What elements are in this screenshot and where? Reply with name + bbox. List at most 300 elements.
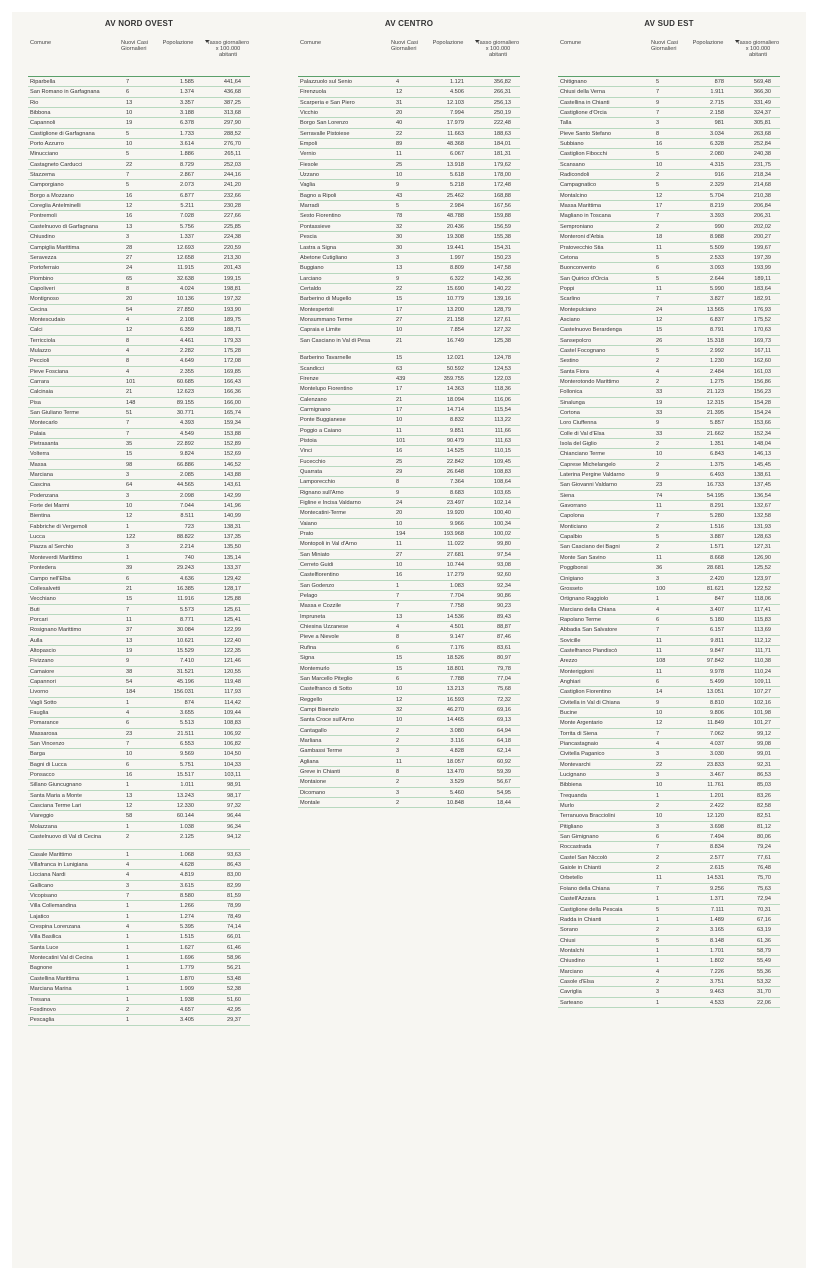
cell-new-cases: 4 bbox=[656, 968, 660, 975]
table-row bbox=[558, 698, 780, 708]
table-row bbox=[298, 653, 520, 663]
cell-new-cases: 4 bbox=[396, 79, 400, 85]
cell-comune: Buggiano bbox=[300, 265, 324, 272]
cell-comune: Grosseto bbox=[560, 585, 583, 592]
sort-desc-icon[interactable] bbox=[475, 40, 479, 43]
table-row bbox=[28, 729, 250, 739]
cell-new-cases: 1 bbox=[656, 896, 660, 903]
cell-new-cases: 6 bbox=[656, 616, 660, 623]
cell-population: 8.148 bbox=[710, 937, 724, 944]
cell-new-cases: 21 bbox=[396, 396, 403, 403]
cell-comune: Castell'Azzara bbox=[560, 896, 596, 903]
cell-new-cases: 24 bbox=[396, 500, 403, 506]
cell-comune: Montemurlo bbox=[300, 665, 330, 672]
cell-new-cases: 3 bbox=[656, 575, 660, 582]
cell-new-cases: 6 bbox=[396, 675, 400, 682]
cell-population: 878 bbox=[714, 79, 724, 85]
cell-rate: 104,33 bbox=[223, 761, 241, 768]
cell-new-cases: 1 bbox=[126, 782, 130, 789]
cell-new-cases: 39 bbox=[126, 565, 133, 572]
cell-new-cases: 30 bbox=[396, 234, 403, 241]
cell-new-cases: 9 bbox=[126, 658, 130, 665]
cell-rate: 115,83 bbox=[754, 616, 771, 623]
cell-rate: 52,38 bbox=[227, 986, 241, 993]
cell-rate: 188,71 bbox=[223, 327, 241, 334]
cell-population: 1.886 bbox=[180, 151, 194, 158]
cell-population: 13.918 bbox=[446, 161, 464, 168]
cell-comune: Monteriggioni bbox=[560, 668, 594, 675]
cell-rate: 232,66 bbox=[223, 192, 241, 199]
cell-comune: Buti bbox=[30, 606, 40, 613]
cell-comune: Capannori bbox=[30, 678, 56, 685]
cell-new-cases: 21 bbox=[126, 389, 133, 396]
header-rate[interactable]: Tasso giornaliero x 100.000 abitanti bbox=[206, 40, 250, 59]
table-row bbox=[28, 791, 250, 801]
cell-population: 7.044 bbox=[180, 503, 194, 510]
table-row bbox=[28, 336, 250, 346]
table-row bbox=[298, 222, 520, 232]
cell-rate: 125,38 bbox=[493, 337, 511, 344]
cell-population: 19.920 bbox=[446, 510, 464, 517]
cell-comune: Podenzana bbox=[30, 492, 59, 499]
cell-comune: Capoliveri bbox=[30, 285, 55, 292]
table-row bbox=[298, 539, 520, 549]
cell-rate: 58,96 bbox=[227, 955, 241, 962]
cell-rate: 99,08 bbox=[757, 741, 771, 747]
cell-comune: Molazzana bbox=[30, 823, 58, 830]
cell-comune: Sorano bbox=[560, 927, 579, 934]
cell-rate: 118,06 bbox=[754, 596, 771, 603]
table-row bbox=[28, 646, 250, 656]
cell-rate: 101,98 bbox=[753, 709, 771, 716]
cell-new-cases: 8 bbox=[656, 130, 660, 137]
cell-comune: Montecatini Val di Cecina bbox=[30, 955, 93, 962]
cell-comune: Licciana Nardi bbox=[30, 872, 66, 879]
cell-rate: 60,92 bbox=[497, 758, 511, 765]
cell-comune: Anghiari bbox=[560, 678, 581, 685]
cell-new-cases: 11 bbox=[656, 637, 662, 644]
table-row bbox=[28, 922, 250, 932]
cell-comune: Castiglion Fiorentino bbox=[560, 689, 611, 696]
cell-new-cases: 1 bbox=[656, 596, 660, 603]
cell-population: 8.771 bbox=[180, 616, 194, 623]
cell-population: 2.329 bbox=[710, 182, 724, 189]
cell-comune: Castelnuovo Berardenga bbox=[560, 327, 622, 334]
cell-new-cases: 11 bbox=[656, 554, 662, 561]
cell-rate: 189,11 bbox=[754, 275, 771, 282]
cell-comune: San Marcello Piteglio bbox=[300, 675, 353, 682]
table-row bbox=[28, 77, 250, 87]
table-row bbox=[28, 574, 250, 584]
cell-new-cases: 2 bbox=[656, 461, 660, 468]
table-row bbox=[298, 632, 520, 642]
cell-rate: 122,99 bbox=[223, 627, 241, 634]
cell-population: 1.909 bbox=[180, 986, 194, 993]
cell-rate: 99,12 bbox=[757, 730, 771, 737]
cell-comune: Monterotondo Marittimo bbox=[560, 378, 620, 385]
table-row bbox=[298, 284, 520, 294]
table-row bbox=[28, 243, 250, 253]
cell-rate: 100,40 bbox=[493, 510, 511, 517]
cell-comune: Aulla bbox=[30, 637, 43, 644]
cell-population: 8.668 bbox=[710, 554, 724, 561]
table-row bbox=[298, 325, 520, 335]
cell-new-cases: 3 bbox=[396, 254, 400, 261]
cell-population: 2.355 bbox=[180, 368, 194, 375]
cell-new-cases: 7 bbox=[656, 89, 660, 96]
table-row bbox=[558, 263, 780, 273]
cell-comune: Lastra a Signa bbox=[300, 244, 337, 251]
cell-population: 5.513 bbox=[180, 720, 194, 727]
cell-new-cases: 5 bbox=[656, 534, 660, 541]
cell-comune: Casole d'Elsa bbox=[560, 978, 595, 985]
cell-population: 21.662 bbox=[706, 430, 724, 437]
cell-new-cases: 22 bbox=[126, 161, 133, 168]
cell-new-cases: 2 bbox=[396, 737, 400, 744]
cell-new-cases: 89 bbox=[396, 141, 403, 148]
cell-population: 29.243 bbox=[176, 565, 194, 572]
cell-new-cases: 11 bbox=[396, 758, 402, 765]
table-row bbox=[558, 180, 780, 190]
table-row bbox=[558, 822, 780, 832]
sort-desc-icon[interactable] bbox=[205, 40, 209, 43]
cell-comune: Monsummano Terme bbox=[300, 316, 353, 323]
table-row bbox=[558, 294, 780, 304]
table-row bbox=[298, 674, 520, 684]
cell-population: 4.819 bbox=[180, 872, 194, 879]
sort-desc-icon[interactable] bbox=[735, 40, 739, 43]
table-row bbox=[298, 211, 520, 221]
cell-rate: 241,20 bbox=[223, 182, 241, 189]
cell-population: 6.493 bbox=[710, 472, 724, 479]
cell-population: 60.144 bbox=[176, 813, 194, 820]
cell-rate: 111,66 bbox=[494, 427, 511, 434]
cell-new-cases: 1 bbox=[656, 792, 660, 799]
cell-new-cases: 10 bbox=[396, 562, 403, 569]
cell-comune: Tresana bbox=[30, 996, 51, 1003]
cell-population: 1.274 bbox=[180, 913, 194, 920]
cell-comune: Loro Ciuffenna bbox=[560, 420, 597, 427]
cell-new-cases: 5 bbox=[656, 906, 660, 913]
cell-new-cases: 4 bbox=[126, 709, 130, 716]
cell-rate: 78,49 bbox=[227, 913, 241, 920]
cell-rate: 170,63 bbox=[753, 327, 771, 334]
cell-rate: 121,46 bbox=[223, 658, 241, 665]
table-row bbox=[28, 346, 250, 356]
cell-rate: 175,28 bbox=[223, 347, 241, 354]
cell-new-cases: 9 bbox=[656, 699, 660, 706]
cell-comune: Lamporecchio bbox=[300, 479, 336, 486]
cell-rate: 146,52 bbox=[223, 461, 241, 468]
cell-population: 66.886 bbox=[176, 461, 194, 468]
column-title: AV CENTRO bbox=[384, 19, 434, 28]
cell-rate: 115,54 bbox=[494, 406, 511, 413]
cell-new-cases: 2 bbox=[656, 803, 660, 810]
cell-population: 60.685 bbox=[176, 378, 194, 385]
cell-new-cases: 2 bbox=[656, 978, 660, 985]
cell-population: 12.315 bbox=[706, 399, 724, 406]
cell-new-cases: 17 bbox=[396, 386, 403, 393]
cell-population: 9.824 bbox=[180, 451, 194, 458]
cell-comune: Casciana Terme Lari bbox=[30, 803, 82, 810]
cell-new-cases: 7 bbox=[656, 513, 660, 520]
table-row bbox=[558, 770, 780, 780]
table-row bbox=[558, 863, 780, 873]
cell-new-cases: 7 bbox=[656, 627, 660, 634]
cell-new-cases: 16 bbox=[656, 141, 663, 148]
cell-population: 21.511 bbox=[177, 730, 194, 737]
table-row bbox=[28, 180, 250, 190]
cell-comune: Portoferraio bbox=[30, 265, 60, 272]
cell-comune: Pelago bbox=[300, 593, 318, 600]
cell-new-cases: 24 bbox=[126, 265, 133, 272]
cell-comune: Poppi bbox=[560, 285, 575, 292]
cell-population: 12.330 bbox=[176, 803, 194, 810]
table-row bbox=[558, 749, 780, 759]
table-row bbox=[28, 118, 250, 128]
cell-rate: 154,28 bbox=[753, 399, 771, 406]
table-row bbox=[28, 615, 250, 625]
cell-rate: 356,82 bbox=[493, 79, 511, 85]
cell-new-cases: 7 bbox=[126, 172, 130, 179]
table-row bbox=[558, 439, 780, 449]
table-row bbox=[558, 998, 780, 1008]
cell-comune: Sestino bbox=[560, 358, 579, 365]
cell-population: 15.690 bbox=[446, 285, 464, 292]
cell-population: 26.648 bbox=[446, 468, 464, 475]
cell-new-cases: 2 bbox=[126, 1006, 130, 1013]
cell-comune: Montevarchi bbox=[560, 761, 591, 768]
cell-population: 6.157 bbox=[710, 627, 724, 634]
cell-new-cases: 5 bbox=[656, 275, 660, 282]
cell-new-cases: 13 bbox=[126, 637, 133, 644]
cell-rate: 117,41 bbox=[754, 606, 771, 613]
table-row bbox=[28, 760, 250, 770]
table-row bbox=[28, 149, 250, 159]
cell-population: 7.788 bbox=[450, 675, 464, 682]
cell-rate: 114,42 bbox=[224, 699, 241, 706]
table-row bbox=[28, 501, 250, 511]
table-row bbox=[298, 777, 520, 787]
cell-rate: 100,34 bbox=[493, 520, 511, 527]
table-row bbox=[298, 622, 520, 632]
cell-new-cases: 7 bbox=[126, 430, 130, 437]
cell-population: 97.842 bbox=[706, 658, 724, 665]
table-row bbox=[558, 615, 780, 625]
table-row bbox=[558, 118, 780, 128]
cell-comune: Rio bbox=[30, 99, 39, 106]
cell-comune: Mulazzo bbox=[30, 347, 51, 354]
cell-population: 3.393 bbox=[710, 213, 724, 220]
table-row bbox=[28, 201, 250, 211]
cell-new-cases: 3 bbox=[126, 472, 130, 479]
cell-new-cases: 1 bbox=[396, 582, 400, 589]
cell-new-cases: 2 bbox=[656, 441, 660, 448]
cell-comune: Figline e Incisa Valdarno bbox=[300, 500, 361, 506]
cell-population: 916 bbox=[714, 172, 724, 179]
cell-rate: 155,38 bbox=[493, 234, 511, 241]
cell-population: 9.966 bbox=[450, 520, 464, 527]
table-row bbox=[558, 791, 780, 801]
cell-population: 11.915 bbox=[177, 265, 194, 272]
cell-comune: Monteverdi Marittimo bbox=[30, 554, 83, 561]
cell-population: 14.714 bbox=[446, 406, 464, 413]
cell-new-cases: 7 bbox=[656, 730, 660, 737]
cell-population: 16.749 bbox=[446, 337, 464, 344]
cell-new-cases: 5 bbox=[656, 182, 660, 189]
cell-new-cases: 13 bbox=[126, 792, 133, 799]
cell-rate: 77,04 bbox=[497, 675, 511, 682]
cell-rate: 193,90 bbox=[223, 306, 241, 313]
cell-new-cases: 2 bbox=[656, 523, 660, 530]
table-row bbox=[28, 211, 250, 221]
cell-population: 14.465 bbox=[446, 717, 464, 724]
cell-comune: Palaia bbox=[30, 430, 46, 437]
cell-population: 1.337 bbox=[180, 234, 194, 241]
cell-rate: 179,62 bbox=[493, 161, 511, 168]
cell-comune: Campo nell'Elba bbox=[30, 575, 71, 582]
cell-comune: Palazzuolo sul Senio bbox=[300, 79, 352, 85]
cell-comune: Pescia bbox=[300, 234, 317, 241]
table-row bbox=[298, 715, 520, 725]
table-row bbox=[558, 967, 780, 977]
cell-new-cases: 43 bbox=[396, 192, 403, 199]
table-row bbox=[558, 367, 780, 377]
cell-comune: Lajatico bbox=[30, 913, 50, 920]
cell-comune: Stazzema bbox=[30, 172, 55, 179]
cell-new-cases: 11 bbox=[656, 503, 662, 510]
table-row bbox=[558, 718, 780, 728]
cell-population: 8.791 bbox=[710, 327, 724, 334]
table-row bbox=[28, 881, 250, 891]
cell-new-cases: 1 bbox=[126, 1017, 130, 1024]
cell-comune: Semproniano bbox=[560, 223, 594, 230]
table-row bbox=[28, 677, 250, 687]
table-row bbox=[28, 1005, 250, 1015]
table-row bbox=[298, 746, 520, 756]
cell-rate: 436,68 bbox=[223, 89, 241, 96]
cell-population: 1.571 bbox=[710, 544, 724, 551]
cell-rate: 110,24 bbox=[754, 668, 771, 675]
cell-comune: Castiglione di Garfagnana bbox=[30, 130, 95, 137]
table-row bbox=[558, 77, 780, 87]
cell-new-cases: 3 bbox=[656, 823, 660, 830]
cell-comune: Bibbiena bbox=[560, 782, 582, 789]
cell-population: 10.848 bbox=[446, 799, 464, 806]
cell-new-cases: 65 bbox=[126, 275, 133, 282]
cell-population: 6.378 bbox=[180, 120, 194, 127]
cell-rate: 387,25 bbox=[223, 99, 241, 106]
cell-new-cases: 1 bbox=[126, 554, 130, 561]
cell-population: 18.094 bbox=[446, 396, 464, 403]
cell-new-cases: 5 bbox=[656, 254, 660, 261]
cell-comune: Montale bbox=[300, 799, 320, 806]
cell-population: 20.436 bbox=[446, 223, 464, 230]
cell-comune: Caprese Michelangelo bbox=[560, 461, 616, 468]
cell-new-cases: 12 bbox=[396, 89, 403, 96]
cell-new-cases: 19 bbox=[126, 120, 133, 127]
cell-comune: Fiesole bbox=[300, 161, 319, 168]
cell-new-cases: 11 bbox=[656, 647, 662, 654]
cell-comune: Capalbio bbox=[560, 534, 583, 541]
cell-rate: 111,63 bbox=[494, 437, 511, 444]
cell-new-cases: 16 bbox=[126, 192, 133, 199]
cell-comune: Chiesina Uzzanese bbox=[300, 624, 349, 631]
cell-comune: Montignoso bbox=[30, 296, 59, 303]
cell-comune: Castelfranco di Sotto bbox=[300, 686, 352, 693]
cell-new-cases: 15 bbox=[126, 596, 133, 603]
table-row bbox=[28, 636, 250, 646]
cell-new-cases: 64 bbox=[126, 482, 133, 489]
cell-rate: 240,38 bbox=[753, 151, 771, 158]
cell-new-cases: 19 bbox=[126, 647, 133, 654]
cell-rate: 29,37 bbox=[227, 1017, 241, 1024]
cell-new-cases: 1 bbox=[126, 523, 130, 530]
cell-population: 4.024 bbox=[180, 285, 194, 292]
cell-comune: Murlo bbox=[560, 803, 574, 810]
cell-rate: 126,90 bbox=[753, 554, 771, 561]
table-row bbox=[298, 601, 520, 611]
cell-comune: Roccastrada bbox=[560, 844, 592, 851]
cell-comune: Isola del Giglio bbox=[560, 441, 597, 448]
cell-rate: 72,32 bbox=[497, 696, 511, 703]
table-row bbox=[298, 436, 520, 446]
cell-population: 14.536 bbox=[446, 613, 464, 620]
cell-rate: 56,21 bbox=[227, 965, 241, 972]
cell-rate: 324,37 bbox=[753, 110, 771, 117]
cell-rate: 161,03 bbox=[753, 368, 771, 375]
table-header bbox=[298, 40, 520, 77]
cell-population: 11.916 bbox=[177, 596, 194, 603]
cell-comune: Castel San Niccolò bbox=[560, 854, 608, 861]
cell-new-cases: 12 bbox=[126, 203, 133, 210]
cell-population: 2.125 bbox=[180, 834, 194, 841]
cell-rate: 117,93 bbox=[224, 689, 241, 696]
cell-new-cases: 20 bbox=[396, 110, 403, 117]
header-rate[interactable]: Tasso giornaliero x 100.000 abitanti bbox=[736, 40, 780, 59]
cell-rate: 96,34 bbox=[227, 823, 241, 830]
cell-population: 44.565 bbox=[176, 482, 194, 489]
cell-population: 3.655 bbox=[180, 709, 194, 716]
cell-comune: Vaiano bbox=[300, 520, 318, 527]
header-rate[interactable]: Tasso giornaliero x 100.000 abitanti bbox=[476, 40, 520, 59]
table-row bbox=[28, 222, 250, 232]
cell-new-cases: 8 bbox=[396, 479, 400, 486]
cell-comune: Pontedera bbox=[30, 565, 56, 572]
cell-comune: Campiglia Marittima bbox=[30, 244, 80, 251]
cell-population: 8.832 bbox=[450, 417, 464, 424]
cell-population: 19.441 bbox=[446, 244, 464, 251]
cell-comune: Camporgiano bbox=[30, 182, 64, 189]
cell-rate: 116,06 bbox=[494, 396, 511, 403]
cell-population: 1.516 bbox=[710, 523, 724, 530]
cell-comune: Talla bbox=[560, 120, 572, 127]
table-row bbox=[558, 811, 780, 821]
cell-rate: 87,46 bbox=[497, 634, 511, 641]
cell-new-cases: 15 bbox=[126, 451, 133, 458]
cell-population: 981 bbox=[714, 120, 724, 127]
cell-new-cases: 9 bbox=[656, 420, 660, 427]
cell-comune: Empoli bbox=[300, 141, 318, 148]
cell-rate: 18,44 bbox=[497, 799, 511, 806]
cell-population: 1.733 bbox=[180, 130, 194, 137]
cell-rate: 85,03 bbox=[757, 782, 771, 789]
cell-new-cases: 10 bbox=[656, 782, 663, 789]
cell-rate: 183,64 bbox=[753, 285, 771, 292]
cell-new-cases: 2 bbox=[656, 854, 660, 861]
cell-rate: 213,30 bbox=[223, 254, 241, 261]
cell-population: 17.979 bbox=[446, 120, 464, 127]
